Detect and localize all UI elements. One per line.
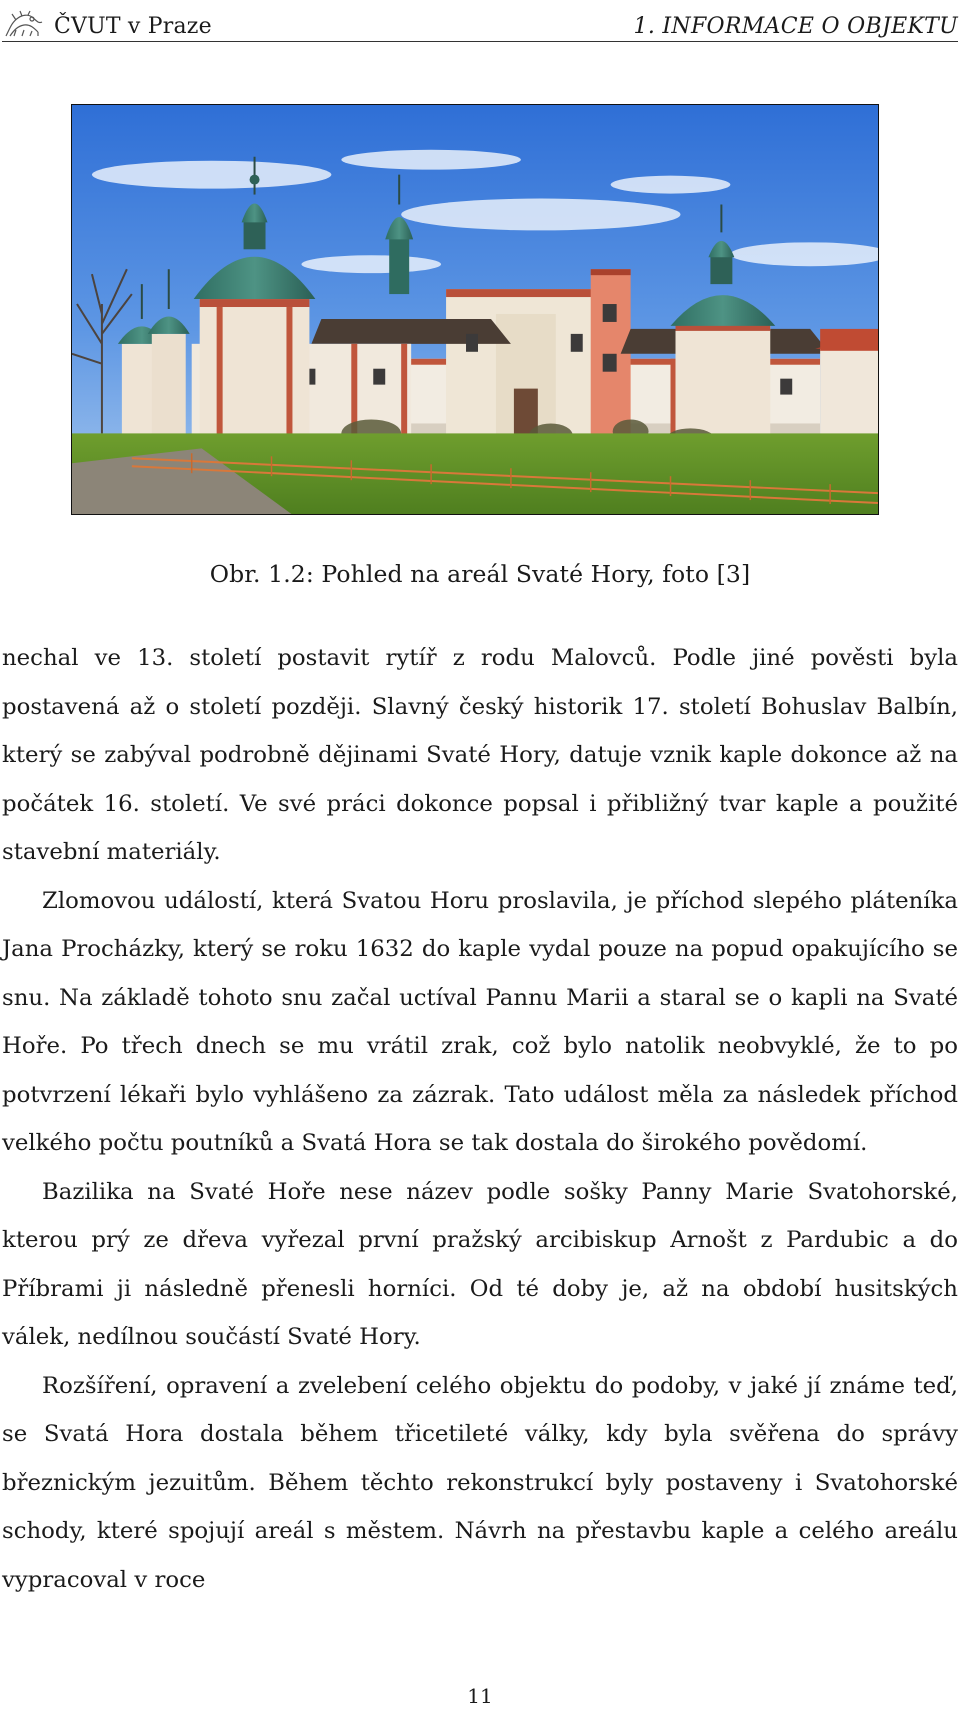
header-institution: ČVUT v Praze [54,14,212,39]
figure-caption: Obr. 1.2: Pohled na areál Svaté Hory, foto [3] [209,560,751,588]
figure-photo-svata-hora [71,104,879,515]
page-header [2,10,958,42]
body-text [2,634,958,1604]
ctu-lion-logo-icon [2,10,46,40]
paragraph: nechal ve 13. století postavit rytíř z rodu Malovců. Podle jiné pověsti byla postavená až o století později. Slavný český historik 17. století Bohuslav Balbín, který se zabýval podrobně dějinami Svaté Hory, datuje vznik kaple dokonce až na počátek 16. století. Ve své práci dokonce popsal i přibližný tvar kaple a použité stavební materiály. [2,645,958,865]
page-number: 11 [467,1684,493,1708]
paragraph: Rozšíření, opravení a zvelebení celého objektu do podoby, v jaké jí známe teď, se Svatá Hora dostala během třicetileté války, kdy byla svěřena do správy březnickým jezuitům. Během těchto rekonstrukcí byly postaveny i Svatohorské schody, které spojují areál s městem. Návrh na přestavbu kaple a celého areálu vypracoval v roce [2,1372,958,1593]
paragraph: Bazilika na Svaté Hoře nese název podle sošky Panny Marie Svatohorské, kterou prý ze dřeva vyřezal první pražský arcibiskup Arnošt z Pardubic a do Příbrami ji následně přenesli horníci. Od té doby je, až na období husitských válek, nedílnou součástí Svaté Hory. [2,1178,958,1350]
header-chapter-title: 1. INFORMACE O OBJEKTU [633,14,958,39]
paragraph: Zlomovou událostí, která Svatou Horu proslavila, je příchod slepého pláteníka Jana Procházky, který se roku 1632 do kaple vydal pouze na popud opakujícího se snu. Na základě tohoto snu začal uctíval Pannu Marii a staral se o kapli na Svaté Hoře. Po třech dnech se mu vrátil zrak, což bylo natolik neobvyklé, že to po potvrzení lékaři bylo vyhlášeno za zázrak. Tato událost měla za následek příchod velkého počtu poutníků a Svatá Hora se tak dostala do širokého povědomí. [2,887,958,1156]
header-divider [2,41,958,42]
